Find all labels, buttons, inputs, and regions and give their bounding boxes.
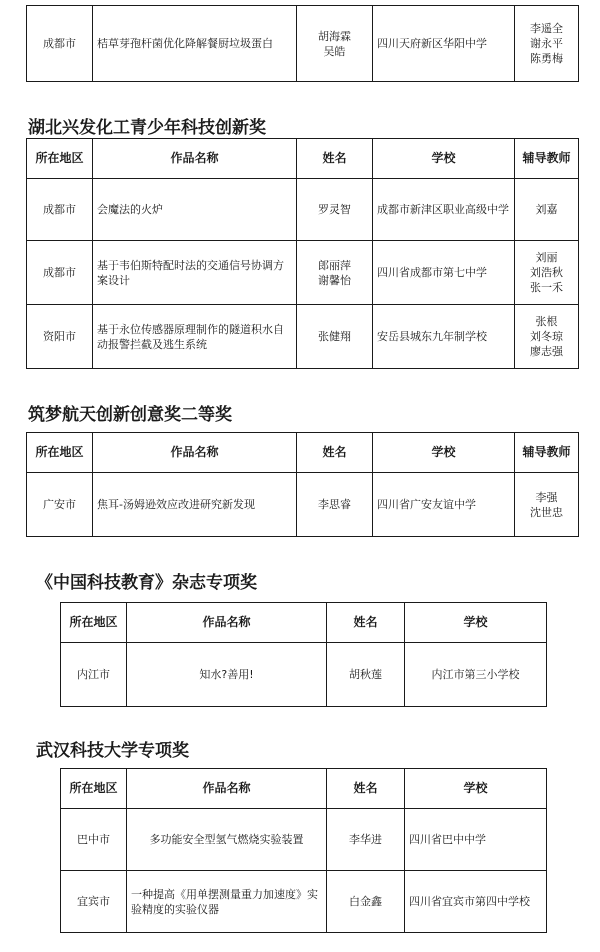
student-names-cell: 白金鑫 bbox=[327, 871, 405, 933]
school-cell: 四川省巴中中学 bbox=[405, 809, 547, 871]
header-work-title: 作品名称 bbox=[93, 433, 297, 473]
student-names-cell: 罗灵智 bbox=[297, 179, 373, 241]
header-name: 姓名 bbox=[297, 139, 373, 179]
work-title-cell: 知水?善用! bbox=[127, 643, 327, 707]
teachers-cell: 刘嘉 bbox=[515, 179, 579, 241]
table-row bbox=[27, 179, 579, 241]
table-header-row bbox=[61, 769, 547, 809]
school-cell: 四川省宜宾市第四中学校 bbox=[405, 871, 547, 933]
region-cell: 资阳市 bbox=[27, 305, 93, 369]
region-cell: 成都市 bbox=[27, 241, 93, 305]
header-region: 所在地区 bbox=[61, 769, 127, 809]
hubei-xingfa-award-table bbox=[26, 138, 579, 369]
table-row bbox=[27, 241, 579, 305]
section-title-magazine-special-award: 《中国科技教育》杂志专项奖 bbox=[36, 573, 257, 593]
header-teacher: 辅导教师 bbox=[515, 433, 579, 473]
header-work-title: 作品名称 bbox=[93, 139, 297, 179]
work-title-cell: 基于韦伯斯特配时法的交通信号协调方案设计 bbox=[93, 241, 297, 305]
work-title-cell: 会魔法的火炉 bbox=[93, 179, 297, 241]
work-title-cell: 基于永位传感器原理制作的隧道积水自动报警拦截及逃生系统 bbox=[93, 305, 297, 369]
header-region: 所在地区 bbox=[61, 603, 127, 643]
work-title-cell: 桔草芽孢杆菌优化降解餐厨垃圾蛋白 bbox=[93, 6, 297, 82]
region-cell: 成都市 bbox=[27, 6, 93, 82]
header-work-title: 作品名称 bbox=[127, 603, 327, 643]
region-cell: 内江市 bbox=[61, 643, 127, 707]
region-cell: 巴中市 bbox=[61, 809, 127, 871]
header-school: 学校 bbox=[405, 603, 547, 643]
section-title-hubei-xingfa: 湖北兴发化工青少年科技创新奖 bbox=[28, 118, 266, 138]
magazine-special-award-table bbox=[60, 602, 547, 707]
section-title-aerospace-second-prize: 筑梦航天创新创意奖二等奖 bbox=[28, 405, 232, 425]
header-school: 学校 bbox=[373, 139, 515, 179]
header-region: 所在地区 bbox=[27, 139, 93, 179]
wust-special-award-table bbox=[60, 768, 547, 933]
student-names-cell: 李华进 bbox=[327, 809, 405, 871]
school-cell: 四川省广安友谊中学 bbox=[373, 473, 515, 537]
student-names-cell: 郎丽萍 谢馨怡 bbox=[297, 241, 373, 305]
table-header-row bbox=[61, 603, 547, 643]
table-row bbox=[61, 809, 547, 871]
header-teacher: 辅导教师 bbox=[515, 139, 579, 179]
student-names-cell: 张健翔 bbox=[297, 305, 373, 369]
header-school: 学校 bbox=[373, 433, 515, 473]
school-cell: 四川天府新区华阳中学 bbox=[373, 6, 515, 82]
student-names-cell: 胡海霖 吴皓 bbox=[297, 6, 373, 82]
teachers-cell: 刘丽 刘浩秋 张一禾 bbox=[515, 241, 579, 305]
teachers-cell: 李遥全 谢永平 陈勇梅 bbox=[515, 6, 579, 82]
work-title-cell: 焦耳-汤姆逊效应改进研究新发现 bbox=[93, 473, 297, 537]
aerospace-second-prize-table bbox=[26, 432, 579, 537]
table-header-row bbox=[27, 139, 579, 179]
table-row bbox=[27, 6, 579, 82]
region-cell: 成都市 bbox=[27, 179, 93, 241]
table-header-row bbox=[27, 433, 579, 473]
table-row bbox=[61, 643, 547, 707]
header-name: 姓名 bbox=[327, 603, 405, 643]
top-award-table bbox=[26, 5, 579, 82]
header-name: 姓名 bbox=[327, 769, 405, 809]
region-cell: 广安市 bbox=[27, 473, 93, 537]
header-region: 所在地区 bbox=[27, 433, 93, 473]
table-row bbox=[27, 473, 579, 537]
table-row bbox=[27, 305, 579, 369]
header-name: 姓名 bbox=[297, 433, 373, 473]
student-names-cell: 李思睿 bbox=[297, 473, 373, 537]
header-school: 学校 bbox=[405, 769, 547, 809]
work-title-cell: 一种提高《用单摆测量重力加速度》实验精度的实验仪器 bbox=[127, 871, 327, 933]
school-cell: 安岳县城东九年制学校 bbox=[373, 305, 515, 369]
work-title-cell: 多功能安全型氢气燃烧实验装置 bbox=[127, 809, 327, 871]
section-title-wust-special-award: 武汉科技大学专项奖 bbox=[36, 741, 189, 761]
teachers-cell: 李强 沈世忠 bbox=[515, 473, 579, 537]
table-row bbox=[61, 871, 547, 933]
region-cell: 宜宾市 bbox=[61, 871, 127, 933]
school-cell: 内江市第三小学校 bbox=[405, 643, 547, 707]
school-cell: 四川省成都市第七中学 bbox=[373, 241, 515, 305]
school-cell: 成都市新津区职业高级中学 bbox=[373, 179, 515, 241]
teachers-cell: 张根 刘冬琼 廖志强 bbox=[515, 305, 579, 369]
header-work-title: 作品名称 bbox=[127, 769, 327, 809]
student-names-cell: 胡秋莲 bbox=[327, 643, 405, 707]
